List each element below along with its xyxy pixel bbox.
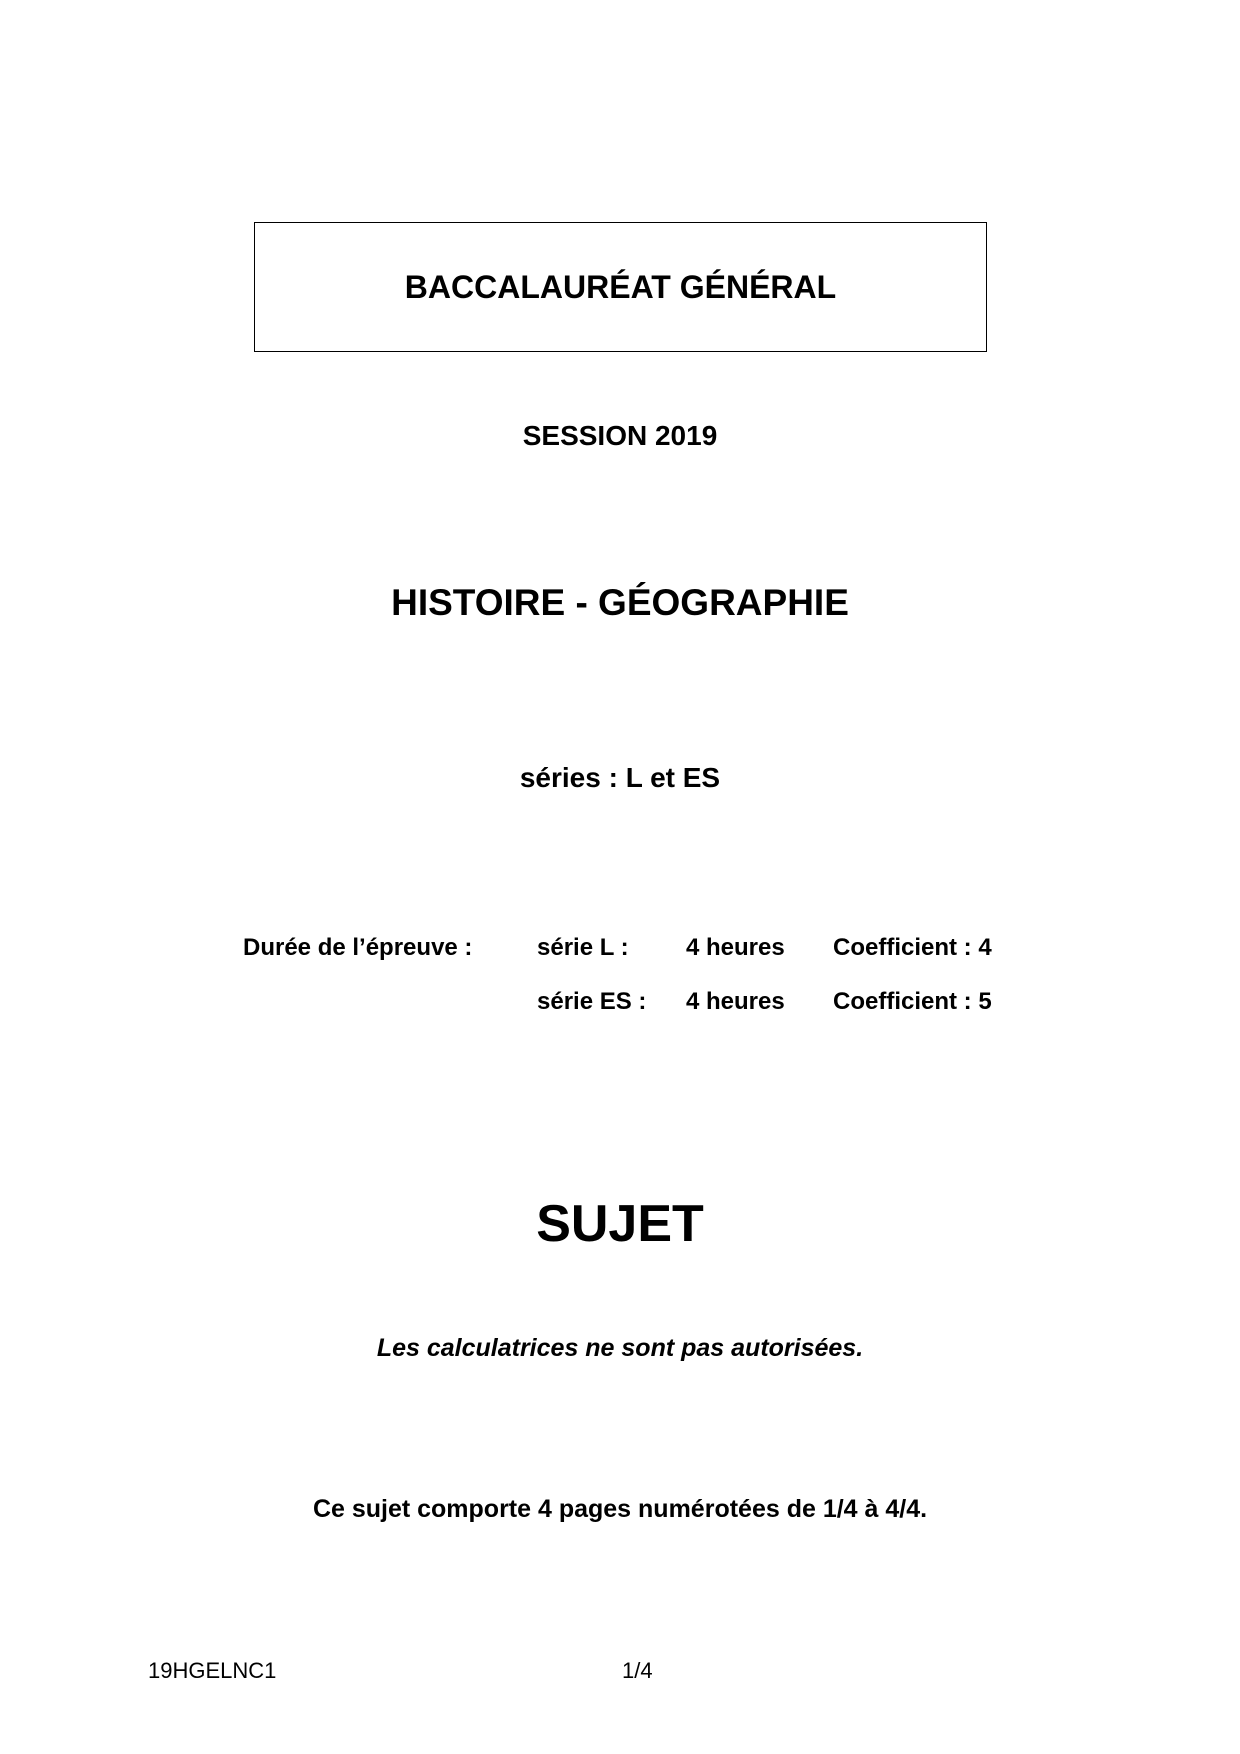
pages-notice: Ce sujet comporte 4 pages numérotées de 1/4 à 4/4. — [312, 1495, 928, 1523]
exam-title: BACCALAURÉAT GÉNÉRAL — [404, 269, 837, 305]
serie-es-label: série ES : — [537, 988, 647, 1015]
title-box — [254, 222, 987, 352]
sujet-heading: SUJET — [536, 1195, 704, 1253]
serie-l-label: série L : — [537, 934, 629, 961]
footer-page-number: 1/4 — [622, 1658, 653, 1683]
footer-code: 19HGELNC1 — [148, 1658, 277, 1683]
serie-es-coefficient: Coefficient : 5 — [833, 988, 992, 1015]
serie-l-hours: 4 heures — [686, 934, 785, 961]
calculator-notice: Les calculatrices ne sont pas autorisées. — [376, 1334, 864, 1362]
duration-label: Durée de l’épreuve : — [243, 934, 473, 961]
subject-title: HISTOIRE - GÉOGRAPHIE — [391, 582, 849, 623]
serie-l-coefficient: Coefficient : 4 — [833, 934, 992, 961]
serie-es-hours: 4 heures — [686, 988, 785, 1015]
session-label: SESSION 2019 — [522, 420, 718, 451]
series-label: séries : L et ES — [519, 762, 721, 793]
